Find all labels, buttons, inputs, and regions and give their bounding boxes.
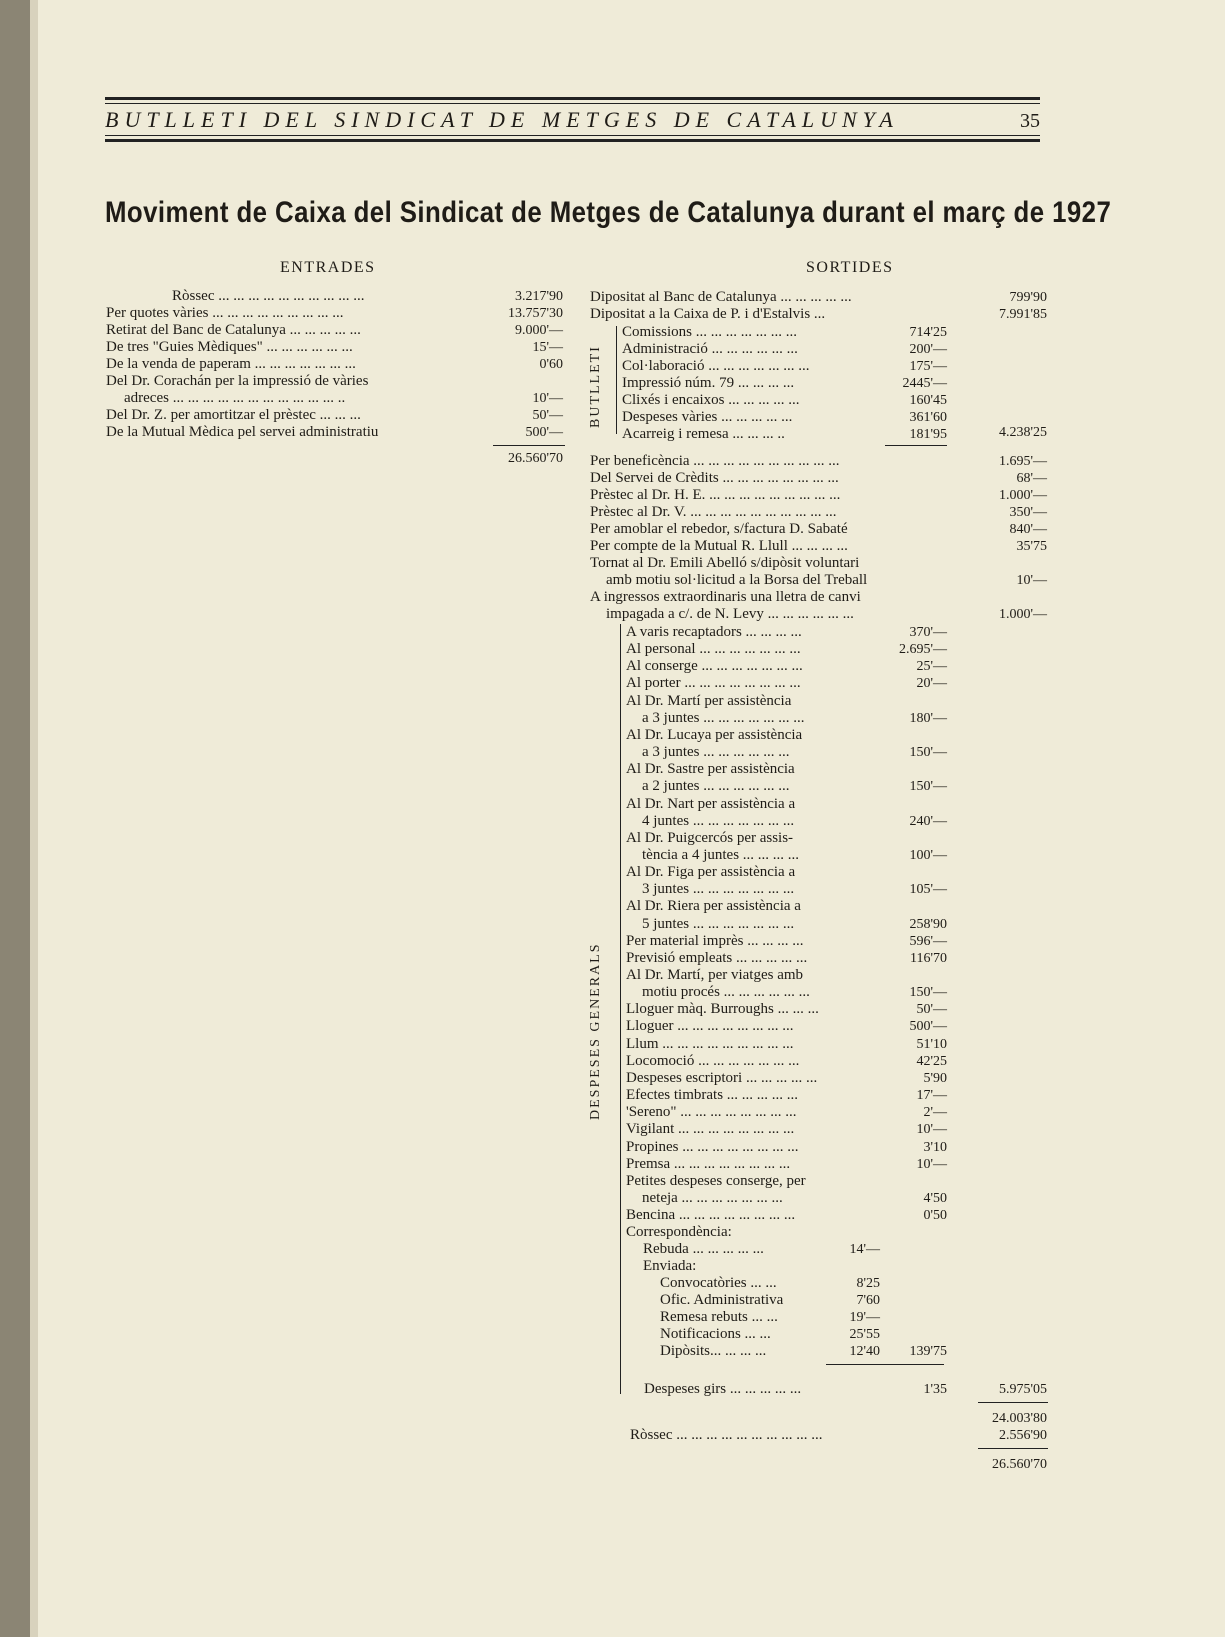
despeses-generals-total: 5.975'05 — [998, 1382, 1047, 1397]
header-rule-bottom — [105, 139, 1040, 142]
despesa-label: Al Dr. Sastre per assistència — [626, 761, 795, 777]
sortida-amount: 35'75 — [1016, 539, 1047, 554]
despesa-amount: 180'— — [909, 711, 947, 726]
despesa-label: Al Dr. Riera per assistència a — [626, 898, 801, 914]
butlleti-item-amount: 2445'— — [902, 376, 947, 391]
butlleti-item-amount: 361'60 — [909, 410, 947, 425]
sortida-amount: 7.991'85 — [998, 307, 1047, 322]
butlleti-item-amount: 714'25 — [909, 325, 947, 340]
entrada-label: adreces ... ... ... ... ... ... ... ... ... ... ... .. — [124, 390, 346, 406]
despesa-label: 3 juntes ... ... ... ... ... ... ... — [642, 881, 795, 897]
correspondencia-total: 139'75 — [909, 1344, 947, 1359]
despesa-label: Premsa ... ... ... ... ... ... ... ... — [626, 1156, 791, 1172]
butlleti-brace — [616, 326, 617, 434]
rossec-label: Ròssec ... ... ... ... ... ... ... ... ... ... — [630, 1427, 823, 1443]
entrada-amount: 15'— — [532, 340, 563, 355]
despesa-amount: 2'— — [923, 1105, 947, 1120]
despesa-label: Al Dr. Lucaya per assistència — [626, 727, 803, 743]
despesa-label: Per material imprès ... ... ... ... — [626, 933, 804, 949]
despesa-label: Al Dr. Martí, per viatges amb — [626, 967, 804, 983]
despesa-label: Al personal ... ... ... ... ... ... ... — [626, 641, 801, 657]
sortida-label: Prèstec al Dr. H. E. ... ... ... ... ... ... ... ... ... — [590, 487, 841, 503]
despesa-label: Efectes timbrats ... ... ... ... ... — [626, 1087, 799, 1103]
grand-total-rule — [978, 1448, 1048, 1449]
despeses-generals-vertical-label: DESPESES GENERALS — [588, 942, 603, 1120]
correspondencia-rebuda-amount: 14'— — [849, 1242, 880, 1257]
entrades-total-rule — [493, 445, 565, 446]
despesa-amount: 596'— — [909, 934, 947, 949]
header-rule-bottom-thin — [105, 135, 1040, 136]
despesa-label: Al conserge ... ... ... ... ... ... ... — [626, 658, 803, 674]
sortida-amount: 350'— — [1009, 505, 1047, 520]
enviada-item-label: Dipòsits... ... ... ... — [660, 1343, 767, 1359]
sortides-subtotal: 24.003'80 — [991, 1411, 1047, 1426]
entrada-amount: 50'— — [532, 408, 563, 423]
butlleti-item-label: Administració ... ... ... ... ... ... — [622, 341, 798, 357]
entrada-amount: 500'— — [525, 425, 563, 440]
header-rule-top — [105, 97, 1040, 100]
sortida-label: impagada a c/. de N. Levy ... ... ... ... ... ... — [606, 606, 854, 622]
despesa-label: Vigilant ... ... ... ... ... ... ... ... — [626, 1121, 795, 1137]
entrada-label: De tres "Guies Mèdiques" ... ... ... ... ... ... — [106, 339, 353, 355]
sortida-amount: 1.000'— — [998, 607, 1047, 622]
sortida-label: Del Servei de Crèdits ... ... ... ... ... ... ... ... — [590, 470, 839, 486]
despeses-girs-label: Despeses girs ... ... ... ... ... — [644, 1381, 802, 1397]
enviada-item-label: Remesa rebuts ... ... — [660, 1309, 778, 1325]
despesa-label: a 2 juntes ... ... ... ... ... ... — [642, 778, 790, 794]
sortida-amount: 1.695'— — [998, 454, 1047, 469]
sortida-label: Per beneficència ... ... ... ... ... ... ... ... ... ... — [590, 453, 840, 469]
entrades-heading: ENTRADES — [280, 259, 376, 276]
grand-total: 26.560'70 — [991, 1457, 1047, 1472]
entrada-label: De la Mutual Mèdica pel servei administratiu — [106, 424, 379, 440]
despesa-label: Al Dr. Nart per assistència a — [626, 796, 796, 812]
despesa-amount: 4'50 — [923, 1191, 947, 1206]
journal-title: BUTLLETI DEL SINDICAT DE METGES DE CATALUNYA — [105, 107, 899, 132]
despesa-label: Petites despeses conserge, per — [626, 1173, 806, 1189]
butlleti-item-label: Impressió núm. 79 ... ... ... ... — [622, 375, 795, 391]
despesa-amount: 20'— — [916, 676, 947, 691]
despesa-amount: 10'— — [916, 1122, 947, 1137]
enviada-item-amount: 12'40 — [849, 1344, 880, 1359]
despesa-label: Lloguer màq. Burroughs ... ... ... — [626, 1001, 819, 1017]
despesa-amount: 3'10 — [923, 1140, 947, 1155]
despeses-girs-amount: 1'35 — [923, 1382, 947, 1397]
despesa-amount: 258'90 — [909, 917, 947, 932]
sortida-amount: 840'— — [1009, 522, 1047, 537]
correspondencia-total-rule — [826, 1364, 944, 1365]
entrada-label: Per quotes vàries ... ... ... ... ... ... ... ... ... — [106, 305, 344, 321]
butlleti-item-amount: 181'95 — [909, 427, 947, 442]
despesa-amount: 17'— — [916, 1088, 947, 1103]
entrada-amount: 3.217'90 — [514, 289, 563, 304]
despesa-label: Al porter ... ... ... ... ... ... ... ... — [626, 675, 801, 691]
entrada-amount: 9.000'— — [514, 323, 563, 338]
butlleti-item-amount: 160'45 — [909, 393, 947, 408]
despesa-label: motiu procés ... ... ... ... ... ... — [642, 984, 810, 1000]
enviada-item-amount: 8'25 — [856, 1276, 880, 1291]
despesa-label: 4 juntes ... ... ... ... ... ... ... — [642, 813, 795, 829]
butlleti-vertical-label: BUTLLETI — [588, 345, 603, 428]
entrada-label: Del Dr. Corachán per la impressió de vàries — [106, 373, 369, 389]
despesa-label: Al Dr. Figa per assistència a — [626, 864, 796, 880]
entrada-amount: 0'60 — [539, 357, 563, 372]
butlleti-item-amount: 200'— — [909, 342, 947, 357]
despesa-label: Locomoció ... ... ... ... ... ... ... — [626, 1053, 800, 1069]
sortides-heading: SORTIDES — [806, 259, 894, 276]
book-gutter — [30, 0, 38, 1637]
despesa-amount: 116'70 — [909, 951, 947, 966]
correspondencia-rebuda-label: Rebuda ... ... ... ... ... — [643, 1241, 764, 1257]
enviada-item-label: Convocatòries ... ... — [660, 1275, 777, 1291]
butlleti-item-label: Despeses vàries ... ... ... ... ... — [622, 409, 793, 425]
entrades-total: 26.560'70 — [507, 451, 563, 466]
entrada-label: De la venda de paperam ... ... ... ... ... ... ... — [106, 356, 356, 372]
despesa-label: Propines ... ... ... ... ... ... ... ... — [626, 1139, 799, 1155]
despesa-label: 'Sereno" ... ... ... ... ... ... ... ... — [626, 1104, 797, 1120]
entrada-amount: 10'— — [532, 391, 563, 406]
sortida-amount: 68'— — [1016, 471, 1047, 486]
page-title: Moviment de Caixa del Sindicat de Metges de Catalunya durant el març de 1927 — [105, 196, 1112, 229]
enviada-item-label: Ofic. Administrativa — [660, 1292, 784, 1308]
butlleti-item-amount: 175'— — [909, 359, 947, 374]
despesa-amount: 150'— — [909, 985, 947, 1000]
book-spine-shadow — [0, 0, 30, 1637]
sortida-label: Per amoblar el rebedor, s/factura D. Sabaté — [590, 521, 848, 537]
despeses-generals-brace — [620, 624, 621, 1394]
despesa-label: Previsió empleats ... ... ... ... ... — [626, 950, 808, 966]
correspondencia-enviada-label: Enviada: — [643, 1258, 697, 1274]
despesa-label: Al Dr. Puigcercós per assis- — [626, 830, 794, 846]
enviada-item-amount: 7'60 — [856, 1293, 880, 1308]
entrada-label: Del Dr. Z. per amortitzar el prèstec ... ... ... — [106, 407, 361, 423]
despesa-label: Bencina ... ... ... ... ... ... ... ... — [626, 1207, 796, 1223]
entrada-label: Ròssec ... ... ... ... ... ... ... ... ... ... — [172, 288, 365, 304]
despesa-amount: 42'25 — [916, 1054, 947, 1069]
despesa-amount: 2.695'— — [898, 642, 947, 657]
entrada-amount: 13.757'30 — [507, 306, 563, 321]
entrada-label: Retirat del Banc de Catalunya ... ... ... ... ... — [106, 322, 361, 338]
sortides-subtotal-rule — [978, 1402, 1048, 1403]
sortida-label: Dipositat a la Caixa de P. i d'Estalvis ... — [590, 306, 826, 322]
page-number: 35 — [1020, 110, 1040, 132]
despesa-amount: 0'50 — [923, 1208, 947, 1223]
sortida-label: Tornat al Dr. Emili Abelló s/dipòsit voluntari — [590, 555, 860, 571]
despesa-amount: 100'— — [909, 848, 947, 863]
despesa-label: neteja ... ... ... ... ... ... ... — [642, 1190, 783, 1206]
butlleti-item-label: Col·laboració ... ... ... ... ... ... ... — [622, 358, 810, 374]
enviada-item-amount: 19'— — [849, 1310, 880, 1325]
despesa-label: a 3 juntes ... ... ... ... ... ... — [642, 744, 790, 760]
butlleti-item-label: Comissions ... ... ... ... ... ... ... — [622, 324, 798, 340]
despesa-label: Despeses escriptori ... ... ... ... ... — [626, 1070, 818, 1086]
sortida-label: amb motiu sol·licitud a la Borsa del Treball — [606, 572, 868, 588]
sortida-amount: 799'90 — [1009, 290, 1047, 305]
despesa-amount: 500'— — [909, 1019, 947, 1034]
sortida-label: Dipositat al Banc de Catalunya ... ... ... ... ... — [590, 289, 852, 305]
despesa-label: Llum ... ... ... ... ... ... ... ... ... — [626, 1036, 794, 1052]
despesa-label: Al Dr. Martí per assistència — [626, 693, 792, 709]
despesa-amount: 50'— — [916, 1002, 947, 1017]
sortida-label: A ingressos extraordinaris una lletra de canvi — [590, 589, 861, 605]
despesa-amount: 51'10 — [916, 1037, 947, 1052]
butlleti-item-label: Clixés i encaixos ... ... ... ... ... — [622, 392, 800, 408]
despesa-amount: 105'— — [909, 882, 947, 897]
despesa-amount: 150'— — [909, 779, 947, 794]
despesa-amount: 240'— — [909, 814, 947, 829]
despesa-label: a 3 juntes ... ... ... ... ... ... ... — [642, 710, 805, 726]
despesa-amount: 5'90 — [923, 1071, 947, 1086]
sortida-label: Prèstec al Dr. V. ... ... ... ... ... ... ... ... ... ... — [590, 504, 837, 520]
despesa-amount: 150'— — [909, 745, 947, 760]
sortida-label: Per compte de la Mutual R. Llull ... ... ... ... — [590, 538, 848, 554]
sortida-amount: 10'— — [1016, 573, 1047, 588]
despesa-label: tència a 4 juntes ... ... ... ... — [642, 847, 800, 863]
despesa-label: 5 juntes ... ... ... ... ... ... ... — [642, 916, 795, 932]
sortida-amount: 1.000'— — [998, 488, 1047, 503]
despesa-amount: 10'— — [916, 1157, 947, 1172]
despesa-label: A varis recaptadors ... ... ... ... — [626, 624, 802, 640]
despesa-label: Correspondència: — [626, 1224, 732, 1240]
butlleti-item-label: Acarreig i remesa ... ... ... .. — [622, 426, 785, 442]
despesa-amount: 370'— — [909, 625, 947, 640]
despesa-amount: 25'— — [916, 659, 947, 674]
rossec-amount: 2.556'90 — [998, 1428, 1047, 1443]
running-header — [105, 97, 1040, 142]
butlleti-total-rule — [885, 445, 947, 446]
enviada-item-amount: 25'55 — [849, 1327, 880, 1342]
enviada-item-label: Notificacions ... ... — [660, 1326, 771, 1342]
butlleti-total: 4.238'25 — [998, 425, 1047, 440]
despesa-label: Lloguer ... ... ... ... ... ... ... ... — [626, 1018, 794, 1034]
